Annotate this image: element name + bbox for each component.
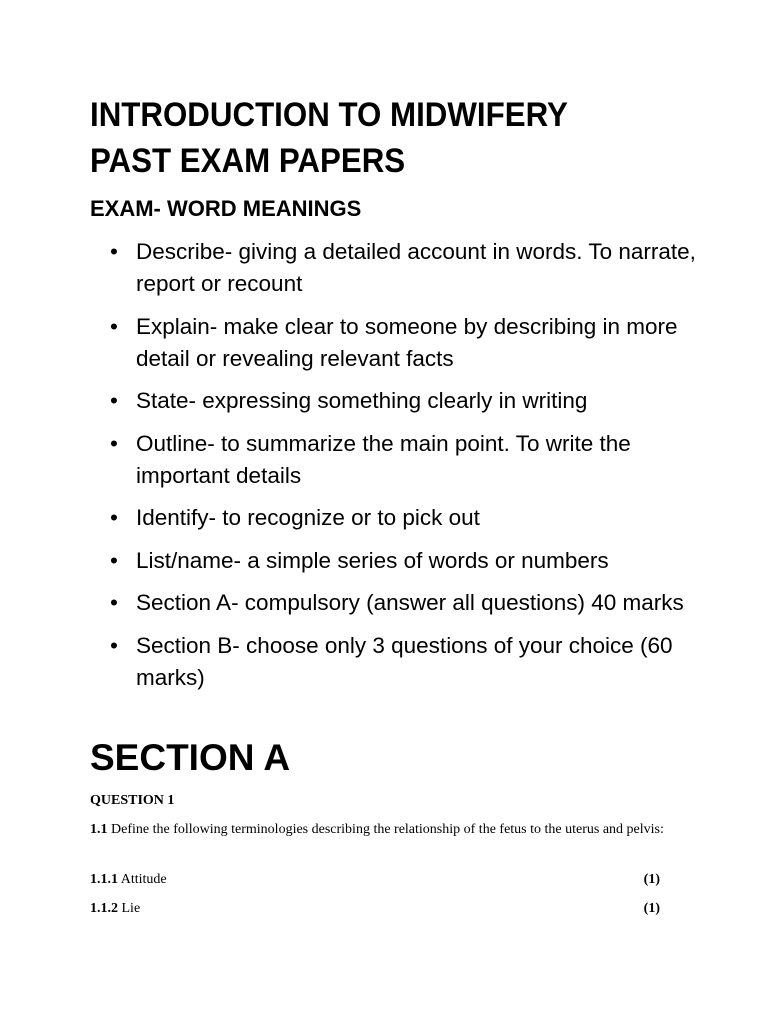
list-item-text: Describe- giving a detailed account in words. To narrate, report or recount <box>136 239 696 296</box>
list-item-text: List/name- a simple series of words or numbers <box>136 547 609 573</box>
list-item <box>110 236 710 300</box>
bullet-icon: • <box>110 547 118 573</box>
document-title <box>90 92 679 184</box>
list-item-text: Outline- to summarize the main point. To write the important details <box>136 430 631 488</box>
bullet-icon: • <box>110 388 118 413</box>
word-meanings-heading: EXAM- WORD MEANINGS <box>90 196 362 221</box>
list-item <box>110 587 710 619</box>
list-item <box>110 385 710 417</box>
list-item-text: Section A- compulsory (answer all questions) 40 marks <box>136 590 684 615</box>
bullet-icon: • <box>110 590 118 615</box>
bullet-icon: • <box>110 632 118 658</box>
sub-question-content <box>90 870 167 889</box>
list-item <box>110 502 710 534</box>
list-item <box>110 311 710 375</box>
sub-question-content <box>90 899 140 918</box>
sub-question <box>90 899 660 918</box>
title-line-2: PAST EXAM PAPERS <box>90 142 406 180</box>
bullet-icon: • <box>110 430 118 456</box>
question-label: QUESTION 1 <box>90 793 175 808</box>
list-item <box>110 630 710 694</box>
list-item <box>110 428 710 492</box>
sub-question-number: 1.1.2 <box>90 901 118 916</box>
list-item-text: Section B- choose only 3 questions of your choice (60 marks) <box>136 632 673 690</box>
bullet-icon: • <box>110 313 118 339</box>
question-number: 1.1 <box>90 822 108 837</box>
section-a-heading: SECTION A <box>90 737 291 778</box>
sub-question-number: 1.1.1 <box>90 872 118 887</box>
question-body: Define the following terminologies describing the relationship of the fetus to the uterus and pelvis: <box>111 822 664 837</box>
word-meanings-list <box>110 236 710 704</box>
sub-question-mark: (1) <box>643 872 660 887</box>
bullet-icon: • <box>110 239 118 264</box>
question-text <box>90 820 678 839</box>
sub-question-mark: (1) <box>643 901 660 916</box>
title-line-1: INTRODUCTION TO MIDWIFERY <box>90 96 568 134</box>
list-item-text: Identify- to recognize or to pick out <box>136 505 480 530</box>
sub-question-text: Attitude <box>120 872 167 887</box>
list-item-text: State- expressing something clearly in writing <box>136 388 588 413</box>
list-item-text: Explain- make clear to someone by describing in more detail or revealing relevant facts <box>136 313 678 371</box>
list-item <box>110 545 710 577</box>
bullet-icon: • <box>110 505 118 530</box>
sub-question-text: Lie <box>121 901 141 916</box>
sub-question <box>90 870 660 889</box>
